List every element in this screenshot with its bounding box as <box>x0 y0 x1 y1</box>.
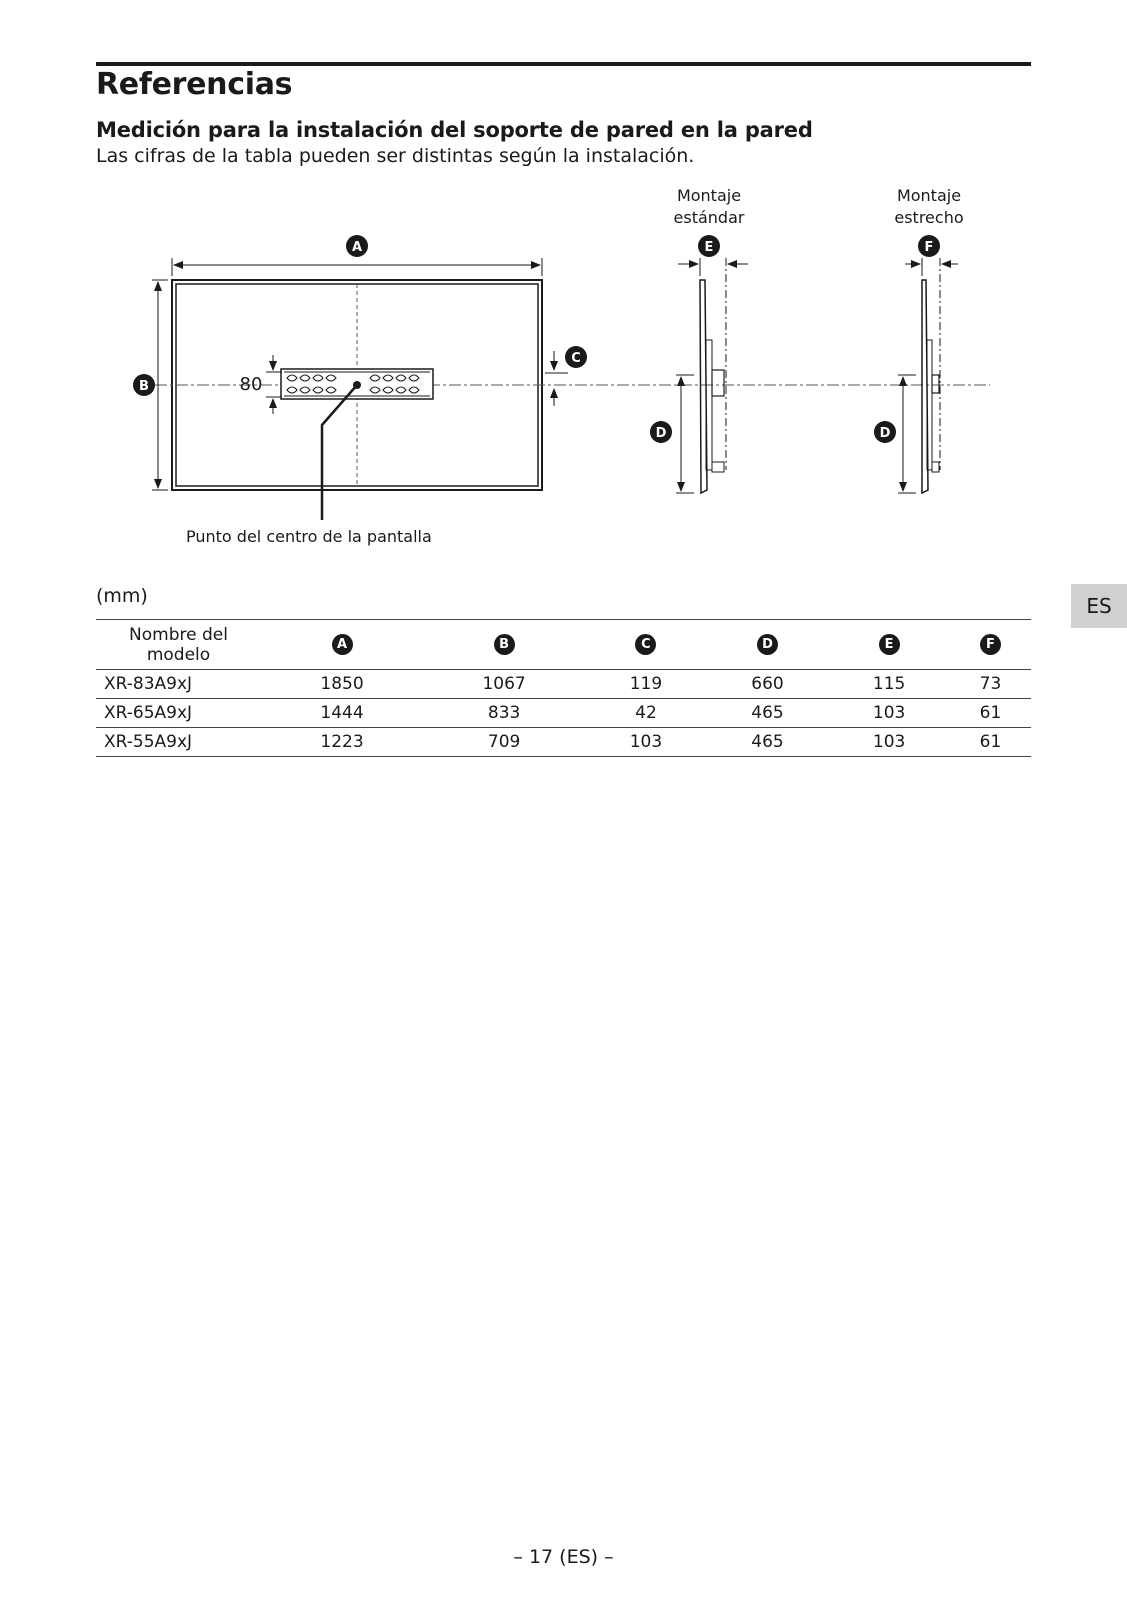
marker-C <box>565 346 587 368</box>
value-E: 103 <box>872 703 906 723</box>
marker-A-icon: A <box>332 634 353 655</box>
model-name: XR-55A9xJ <box>104 732 193 752</box>
value-F: 73 <box>979 674 1002 694</box>
units-label: (mm) <box>96 585 148 607</box>
marker-F-icon: F <box>980 634 1001 655</box>
marker-C-icon: C <box>635 634 656 655</box>
value-F: 61 <box>979 732 1002 752</box>
wall-mount-diagram <box>0 0 1127 560</box>
table-header-row <box>96 620 1031 670</box>
model-name: XR-83A9xJ <box>104 674 193 694</box>
heading: Medición para la instalación del soporte de pared en la pared <box>96 118 813 142</box>
dimension-80-label: 80 <box>239 374 263 395</box>
marker-E-label: E <box>704 240 714 255</box>
marker-E <box>698 235 720 257</box>
marker-D-narrow <box>874 421 896 443</box>
header-B <box>423 620 585 670</box>
marker-A-label: A <box>351 240 363 255</box>
mount-narrow-label: Montaje estrecho <box>894 186 964 227</box>
table-row <box>96 699 1031 728</box>
marker-D-standard-label: D <box>655 426 667 441</box>
tv-front-view <box>152 258 990 520</box>
header-D <box>707 620 829 670</box>
header-C <box>585 620 707 670</box>
dimensions-table <box>96 619 1031 757</box>
table-row <box>96 728 1031 757</box>
marker-A <box>346 235 368 257</box>
value-C: 119 <box>629 674 663 694</box>
marker-F-label: F <box>924 240 934 255</box>
model-name: XR-65A9xJ <box>104 703 193 723</box>
value-B: 709 <box>487 732 521 752</box>
narrow-mount-side-view <box>898 258 958 493</box>
page-number: – 17 (ES) – <box>513 1546 614 1568</box>
table-row <box>96 670 1031 699</box>
value-B: 1067 <box>482 674 526 694</box>
marker-B-label: B <box>139 379 149 394</box>
value-A: 1444 <box>320 703 364 723</box>
mount-standard-label: Montaje estándar <box>673 186 745 227</box>
value-D: 465 <box>751 732 784 752</box>
value-D: 660 <box>751 674 784 694</box>
value-B: 833 <box>487 703 521 723</box>
center-point-label: Punto del centro de la pantalla <box>186 527 432 546</box>
value-F: 61 <box>979 703 1002 723</box>
marker-B-icon: B <box>494 634 515 655</box>
marker-E-icon: E <box>879 634 900 655</box>
value-C: 103 <box>629 732 663 752</box>
value-A: 1223 <box>320 732 364 752</box>
value-E: 115 <box>872 674 906 694</box>
subtitle: Las cifras de la tabla pueden ser distintas según la instalación. <box>96 145 695 167</box>
marker-C-label: C <box>571 351 581 366</box>
header-E <box>828 620 950 670</box>
value-C: 42 <box>635 703 657 723</box>
language-tab: ES <box>1071 584 1127 628</box>
standard-mount-side-view <box>676 258 748 493</box>
value-A: 1850 <box>320 674 364 694</box>
marker-D-standard <box>650 421 672 443</box>
section-title: Referencias <box>96 67 293 102</box>
header-model: Nombre del modelo <box>129 624 228 665</box>
value-E: 103 <box>872 732 906 752</box>
marker-F <box>918 235 940 257</box>
header-A <box>261 620 423 670</box>
header-F <box>950 620 1031 670</box>
value-D: 465 <box>751 703 784 723</box>
marker-B <box>133 374 155 396</box>
marker-D-narrow-label: D <box>879 426 891 441</box>
marker-D-icon: D <box>757 634 778 655</box>
